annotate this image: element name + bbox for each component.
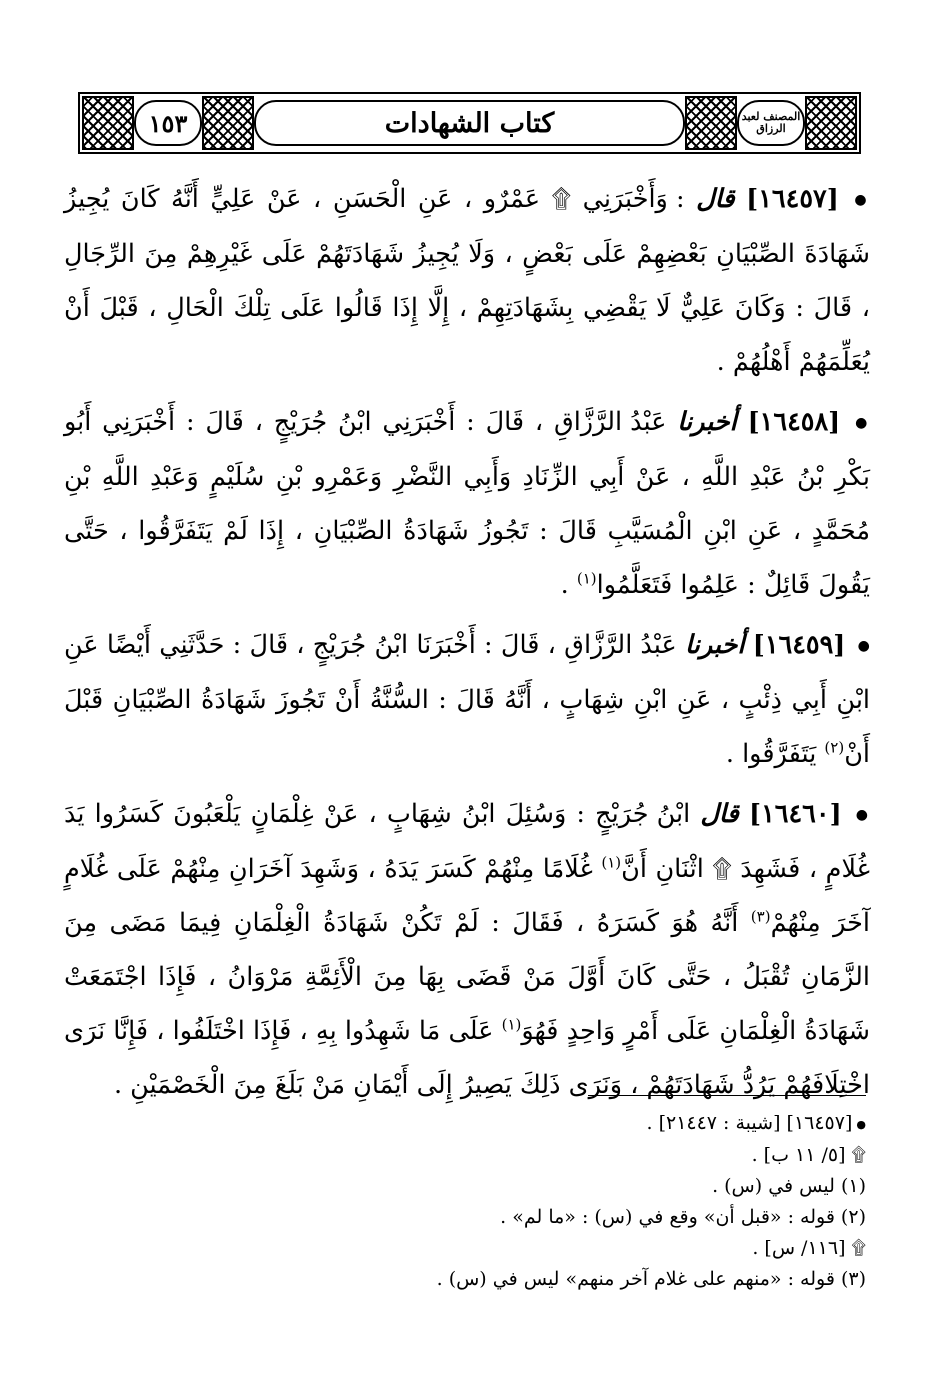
hadith-keyword: قال (696, 184, 735, 214)
footnote-ref: (٣) (750, 907, 771, 926)
bullet-icon: ● (856, 1117, 866, 1131)
hadith-text-end: يَتَفَرَّقُوا . (725, 739, 817, 769)
hadith-text: عَبْدُ الرَّزَّاقِ ، قَالَ : أَخْبَرَنِي ابْنُ جُرَيْجٍ ، قَالَ : أَخْبَرَنِي أَبُو بَكْرِ بْنُ عَبْدِ اللَّهِ ، عَنْ أَبِي الزِّنَادِ وَأَبِي النَّضْرِ وَعَمْرِو بْنِ سُلَيْمٍ وَعَبْدِ اللَّهِ بْنِ مُحَمَّدٍ ، عَنِ ابْنِ الْمُسَيَّبِ قَالَ : تَجُوزُ شَهَادَةُ الصِّبْيَانِ ، إِذَا لَمْ يَتَفَرَّقُوا ، حَتَّى يَقُولَ قَائِلٌ : عَلِمُوا فَتَعَلَّمُوا (64, 407, 870, 600)
hadith-number: [١٦٤٦٠] (749, 799, 842, 829)
footnote-text: [١٦٤٥٧] [شيبة : ٢١٤٤٧] . (646, 1112, 853, 1134)
ornament-lattice (805, 96, 857, 150)
page-number: ١٥٣ (148, 108, 188, 138)
footnote-ref: (١) (601, 853, 622, 872)
bullet-icon: ● (855, 807, 870, 823)
footnote-item (60, 1171, 866, 1202)
hadith-number: [١٦٤٥٩] (752, 630, 846, 660)
footnote-ref: (٢) (824, 738, 845, 757)
hadith-number: [١٦٤٥٧] (746, 184, 839, 214)
footnote-item (60, 1202, 866, 1233)
footnote-item (60, 1140, 866, 1171)
hadith-text-end: . (560, 570, 569, 600)
hadith-text: ابْنُ جُرَيْجٍ : وَسُئِلَ ابْنُ شِهَابٍ ، عَنْ غِلْمَانٍ يَلْعَبُونَ كَسَرُوا يَدَ غُلَامٍ ، فَشَهِدَ ۩ اثْنَانِ أَنَّ (64, 799, 870, 884)
bullet-icon: ● (855, 415, 870, 431)
footnote-text: (٣) قوله : «منهم على غلام آخر منهم» ليس في (س) . (436, 1267, 866, 1290)
footnote-item (60, 1264, 866, 1295)
footnote-text: ۩ [٥/ ١١ ب] . (751, 1143, 866, 1166)
footnote-separator (588, 1095, 866, 1096)
footnote-item (60, 1233, 866, 1264)
hadith-paragraph (64, 787, 870, 1112)
footnote-item (60, 1108, 866, 1140)
footnote-ref: (١) (501, 1015, 522, 1034)
page-header (78, 92, 861, 154)
hadith-number: [١٦٤٥٨] (747, 407, 841, 437)
hadith-text: : وَأَخْبَرَنِي ۩ عَمْرٌو ، عَنِ الْحَسَنِ ، عَنْ عَلِيٍّ أَنَّهُ كَانَ يُجِيزُ شَهَادَةَ الصِّبْيَانِ بَعْضِهِمْ عَلَى بَعْضٍ ، وَلَا يُجِيزُ شَهَادَتَهُمْ عَلَى غَيْرِهِمْ مِنَ الرِّجَالِ ، قَالَ : وَكَانَ عَلِيٌّ لَا يَقْضِي بِشَهَادَتِهِمْ ، إِلَّا إِذَا قَالُوا عَلَى تِلْكَ الْحَالِ ، قَبْلَ أَنْ يُعَلِّمَهُمْ أَهْلُهُمْ . (64, 184, 870, 377)
hadith-text: عَلَى مَا شَهِدُوا بِهِ ، فَإِذَا اخْتَلَفُوا ، فَإِنَّا نَرَى اخْتِلَافَهُمْ يَرُدُّ شَهَادَتَهُمْ ، وَنَرَى ذَلِكَ يَصِيرُ إِلَى أَيْمَانِ مَنْ بَلَغَ مِنَ الْخَصْمَيْنِ . (64, 1016, 870, 1100)
footnote-ref: (١) (576, 569, 597, 588)
chapter-title: كتاب الشهادات (384, 107, 555, 139)
ornament-lattice (685, 96, 737, 150)
hadith-paragraph (64, 395, 870, 612)
hadith-keyword: أخبرنا (684, 630, 745, 660)
hadith-paragraph (64, 172, 870, 389)
book-logo-text: المصنف لعبد الرزاق (741, 110, 801, 135)
page-number-box (134, 100, 202, 146)
hadith-text: غُلَامًا مِنْهُمْ كَسَرَ يَدَهُ ، وَشَهِدَ آخَرَانِ مِنْهُمْ عَلَى غُلَامٍ آخَرَ مِنْهُمْ (64, 854, 870, 938)
ornament-lattice (202, 96, 254, 150)
hadith-keyword: قال (700, 799, 739, 829)
hadith-keyword: أخبرنا (677, 407, 737, 437)
hadith-text: أَنَّهُ هُوَ كَسَرَهُ ، فَقَالَ : لَمْ تَكُنْ شَهَادَةُ الْغِلْمَانِ فِيمَا مَضَى مِنَ الزَّمَانِ تُقْبَلُ ، حَتَّى كَانَ أَوَّلَ مَنْ قَضَى بِهَا مِنَ الْأَئِمَّةِ مَرْوَانُ ، فَإِذَا اجْتَمَعَتْ شَهَادَةُ الْغِلْمَانِ عَلَى أَمْرٍ وَاحِدٍ فَهُوَ (64, 908, 871, 1046)
title-box (254, 100, 685, 146)
footnote-text: ۩ [١١٦/ س] . (752, 1236, 866, 1259)
footnote-text: (٢) قوله : «قبل أن» وقع في (س) : «ما لم» . (500, 1205, 866, 1228)
bullet-icon: ● (857, 638, 871, 654)
bullet-icon: ● (854, 192, 870, 208)
book-logo (737, 100, 805, 146)
footnote-text: (١) ليس في (س) . (712, 1174, 866, 1197)
hadith-text: عَبْدُ الرَّزَّاقِ ، قَالَ : أَخْبَرَنَا ابْنُ جُرَيْجٍ ، قَالَ : حَدَّثَنِي أَيْضًا عَنِ ابْنِ أَبِي ذِئْبٍ ، عَنِ ابْنِ شِهَابٍ ، أَنَّهُ قَالَ : السُّنَّةُ أَنْ تَجُوزَ شَهَادَةُ الصِّبْيَانِ قَبْلَ أَنْ (64, 630, 870, 769)
main-text (64, 172, 870, 1118)
hadith-paragraph (64, 618, 870, 781)
ornament-lattice (82, 96, 134, 150)
footnotes (60, 1108, 866, 1295)
